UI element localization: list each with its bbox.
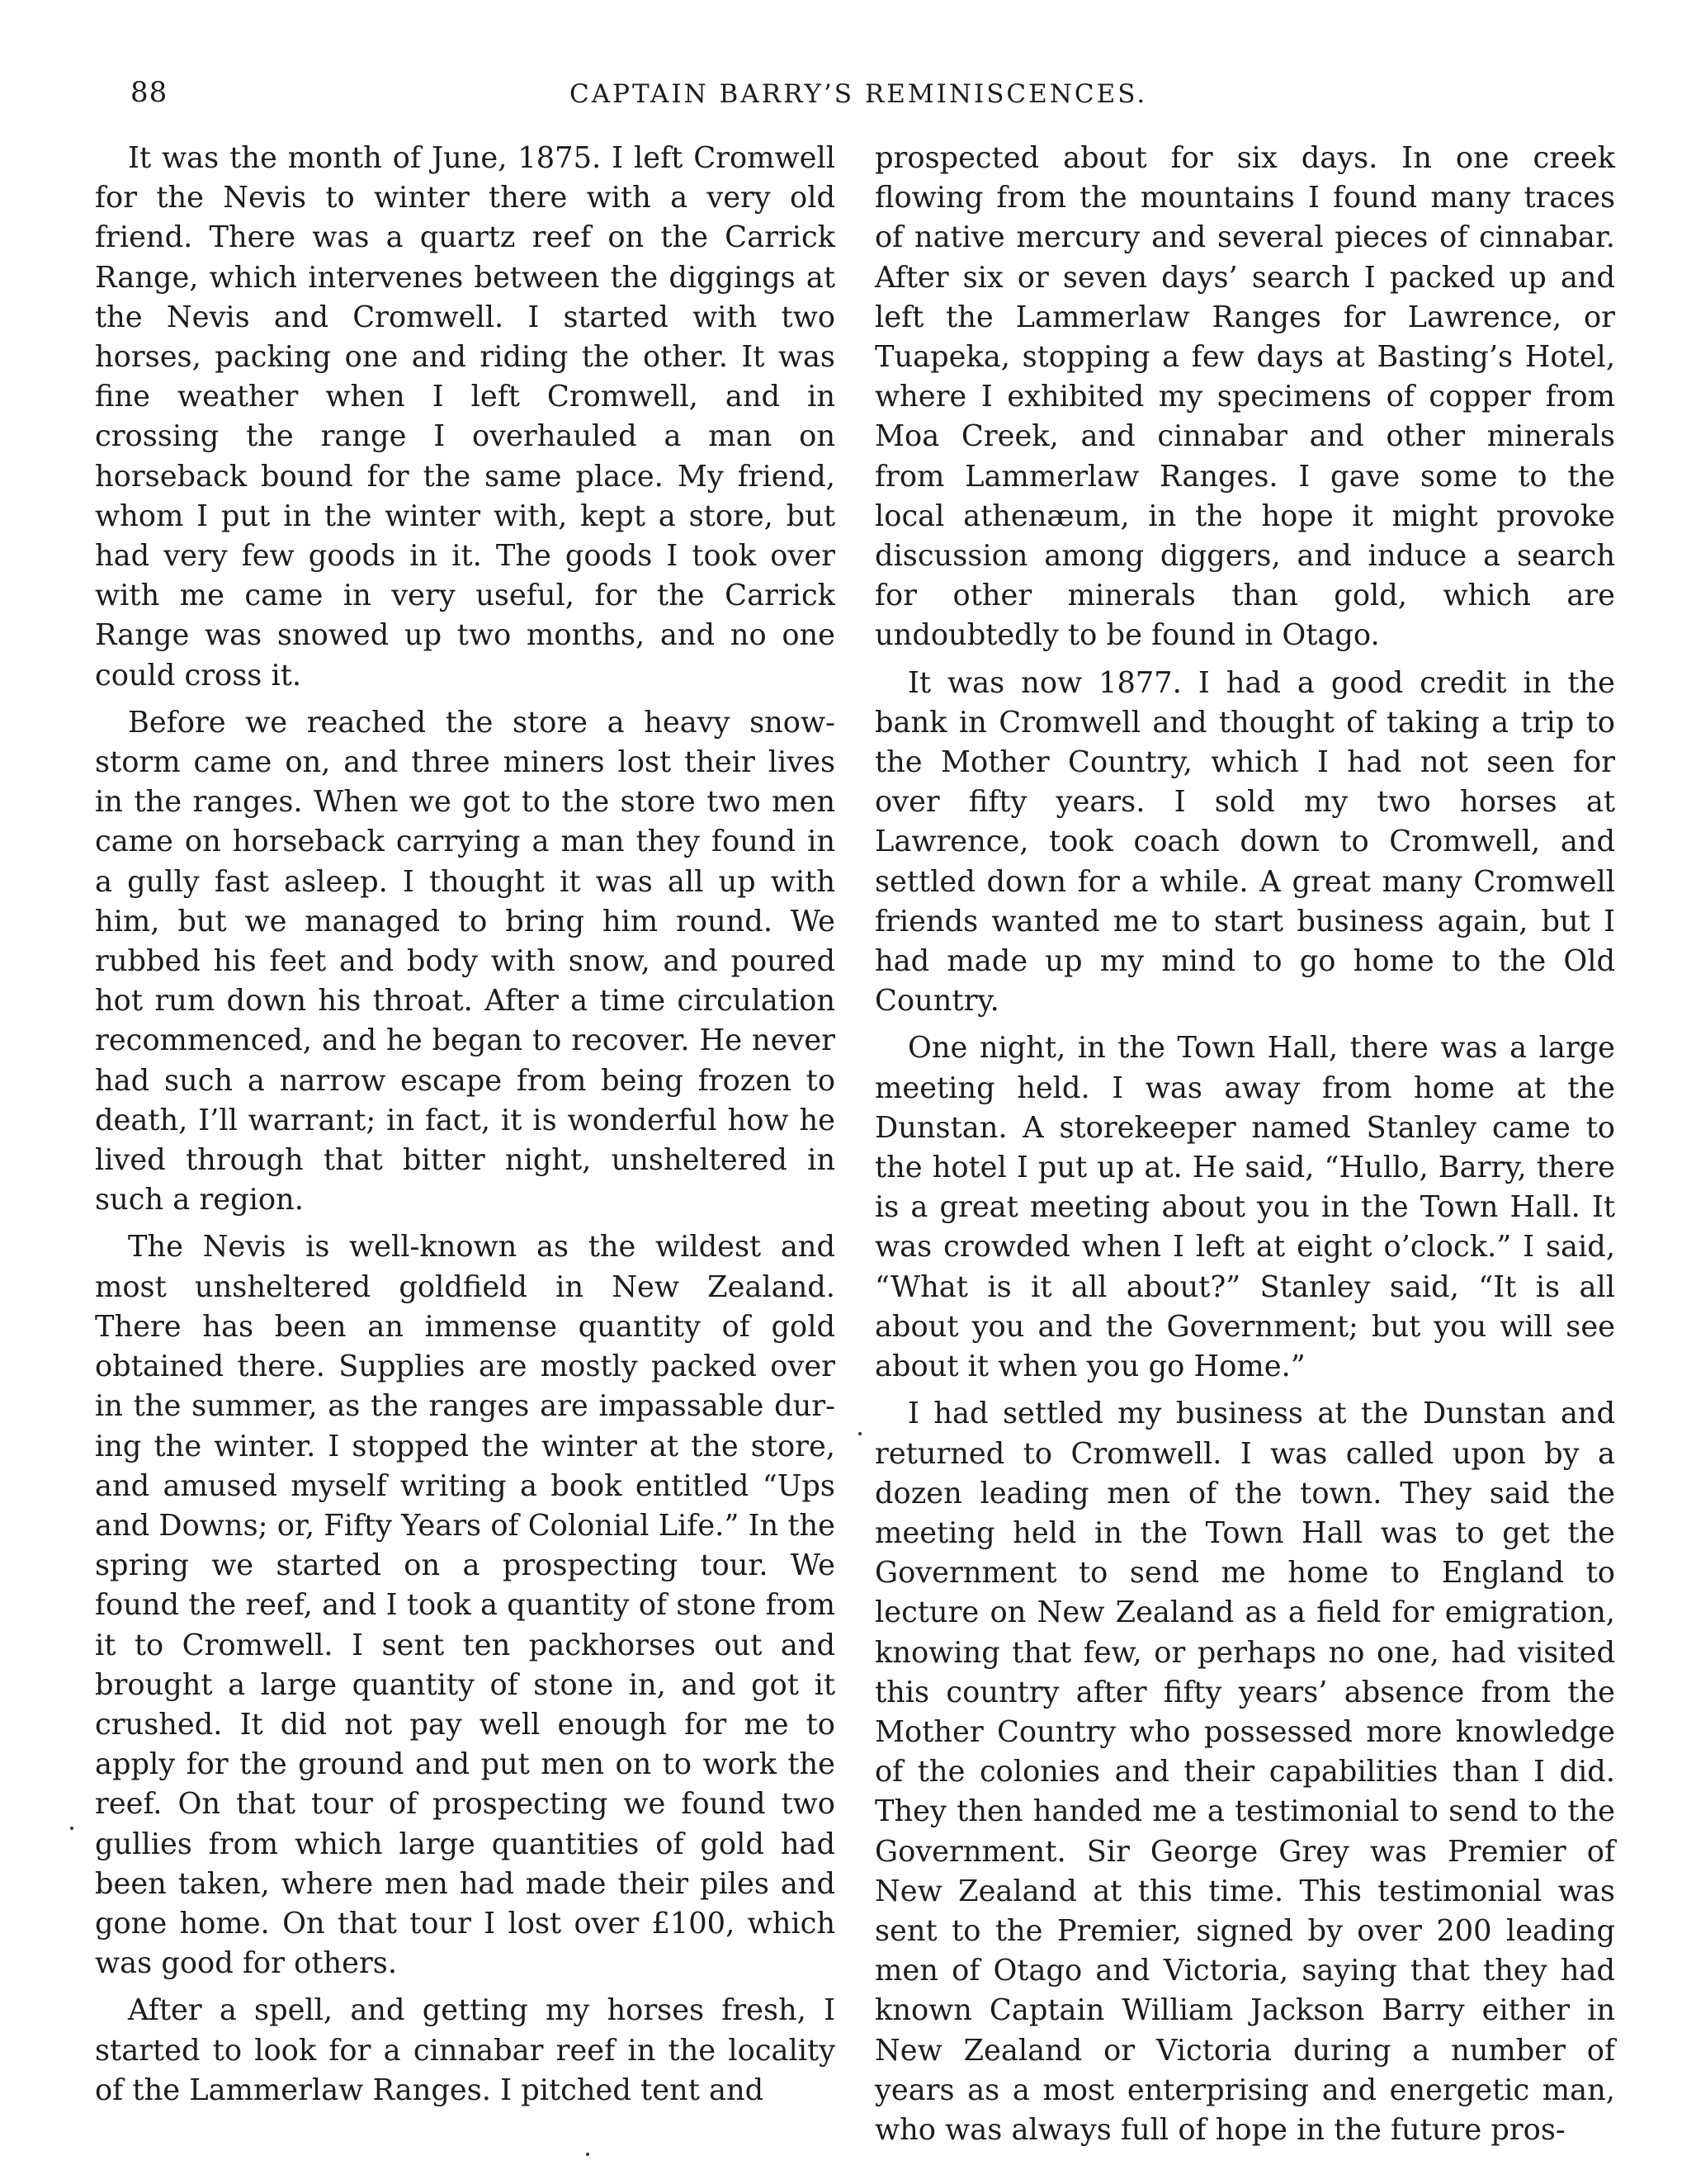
print-speck <box>586 2153 589 2156</box>
right-column <box>875 139 1615 2158</box>
print-speck <box>70 1827 73 1830</box>
paragraph: One night, in the Town Hall, there was a large meeting held. I was away from home at the Dunstan. A storekeeper named Stanley came to the hotel I put up at. He said, “Hullo, Barry, there is a great meeting about you in the Town Hall. It was crowded when I left at eight o’clock.” I said, “What is it all about?” Stanley said, “It is all about you and the Government; but you will see about it when you go Home.” <box>875 1031 1615 1384</box>
paragraph: It was now 1877. I had a good credit in the bank in Cromwell and thought of taking a trip to the Mother Country, which I had not seen for over fifty years. I sold my two horses at Lawrence, took coach down to Cromwell, and settled down for a while. A great many Cromwell friends wanted me to start business again, but I had made up my mind to go home to the Old Country. <box>875 665 1615 1019</box>
paragraph: prospected about for six days. In one creek flowing from the mountains I found many traces of native mercury and several pieces of cinnabar. After six or seven days’ search I packed up and left the Lammerlaw Ranges for Lawrence, or Tuapeka, stopping a few days at Basting’s Hotel, where I exhibited my specimens of copper from Moa Creek, and cinnabar and other minerals from Lammerlaw Ranges. I gave some to the local athenæum, in the hope it might provoke discussion among diggers, and induce a search for other minerals than gold, which are undoubtedly to be found in Otago. <box>875 141 1615 653</box>
left-column <box>95 139 835 2118</box>
paragraph: Before we reached the store a heavy snowstorm came on, and three miners lost their lives in the ranges. When we got to the store two men came on horseback carrying a man they found in a gully fast asleep. I thought it was all up with him, but we managed to bring him round. We rubbed his feet and body with snow, and poured hot rum down his throat. After a time circulation recommenced, and he began to recover. He never had such a narrow escape from being frozen to death, I’ll warrant; in fact, it is wonderful how he lived through that bitter night, unsheltered in such a region. <box>95 705 835 1217</box>
paragraph: I had settled my business at the Dunstan and returned to Cromwell. I was called upon by a dozen leading men of the town. They said the meeting held in the Town Hall was to get the Government to send me home to England to lecture on New Zealand as a field for emigration, knowing that few, or perhaps no one, had visited this country after fifty years’ absence from the Mother Country who possessed more knowledge of the colonies and their capabilities than I did. They then handed me a testimonial to send to the Government. Sir George Grey was Premier of New Zealand at this time. This testimonial was sent to the Premier, signed by over 200 leading men of Otago and Victoria, saying that they had known Captain William Jackson Barry either in New Zealand or Victoria during a number of years as a most enterprising and energetic man, who was always full of hope in the future pros- <box>875 1397 1615 2147</box>
paragraph: After a spell, and getting my horses fresh, I started to look for a cinnabar reef in the locality of the Lammerlaw Ranges. I pitched tent and <box>95 1993 835 2107</box>
paragraph: It was the month of June, 1875. I left Cromwell for the Nevis to winter there with a very old friend. There was a quartz reef on the Carrick Range, which intervenes between the diggings at the Nevis and Cromwell. I started with two horses, packing one and riding the other. It was fine weather when I left Cromwell, and in crossing the range I overhauled a man on horseback bound for the same place. My friend, whom I put in the winter with, kept a store, but had very few goods in it. The goods I took over with me came in very useful, for the Carrick Range was snowed up two months, and no one could cross it. <box>95 141 835 693</box>
running-head: CAPTAIN BARRY’S REMINISCENCES. <box>569 79 1148 109</box>
page-number: 88 <box>130 76 168 109</box>
paragraph: The Nevis is well-known as the wildest and most unsheltered goldfield in New Zealand. There has been an immense quantity of gold obtained there. Supplies are mostly packed over in the summer, as the ranges are impassable during the winter. I stopped the winter at the store, and amused myself writing a book entitled “Ups and Downs; or, Fifty Years of Colonial Life.” In the spring we started on a prospecting tour. We found the reef, and I took a quantity of stone from it to Cromwell. I sent ten packhorses out and brought a large quantity of stone in, and got it crushed. It did not pay well enough for me to apply for the ground and put men on to work the reef. On that tour of prospecting we found two gullies from which large quantities of gold had been taken, where men had made their piles and gone home. On that tour I lost over £100, which was good for others. <box>95 1230 835 1981</box>
print-speck <box>858 1432 862 1435</box>
